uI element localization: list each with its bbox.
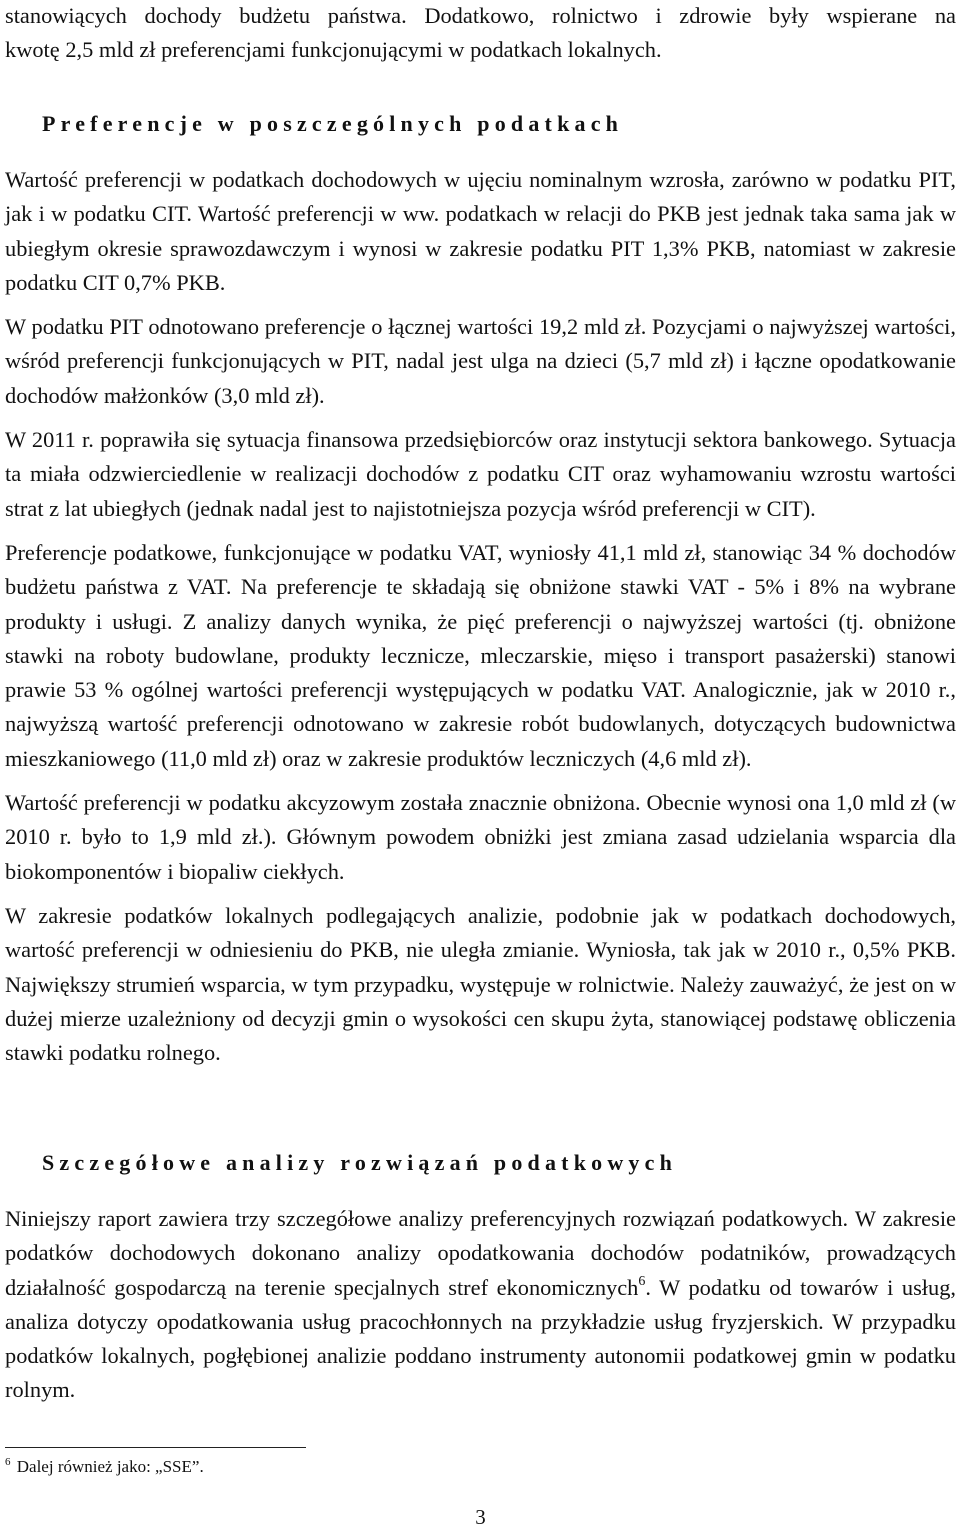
paragraph-intro-line-2: kwotę 2,5 mld zł preferencjami funkcjonującymi w podatkach lokalnych. <box>5 37 662 63</box>
paragraph-intro <box>5 0 956 68</box>
paragraph-intro-line-1: stanowiących dochody budżetu państwa. Dodatkowo, rolnictwo i zdrowie były wspierane na <box>5 3 956 28</box>
footnote-reference: 6 <box>638 1273 646 1289</box>
footnote-number: 6 <box>5 1456 11 1468</box>
footnote <box>5 1454 204 1482</box>
footnote-text: Dalej również jako: „SSE”. <box>16 1457 204 1476</box>
section-heading-detailed-analyses: Szczegółowe analizy rozwiązań podatkowych <box>42 1150 678 1175</box>
section-heading-preferences: Preferencje w poszczególnych podatkach <box>42 111 624 136</box>
paragraph-income-taxes: Wartość preferencji w podatkach dochodowych w ujęciu nominalnym wzrosła, zarówno w podatku PIT, jak i w podatku CIT. Wartość preferencji w ww. podatkach w relacji do PKB jest jednak taka sama jak w ubiegłym okresie sprawozdawczym i wynosi w zakresie podatku PIT 1,3% PKB, natomiast w zakresie podatku CIT 0,7% PKB. <box>5 167 956 295</box>
report-scope-text-a: Niniejszy raport zawiera trzy szczegółowe analizy preferencyjnych rozwiązań podatkowych. W zakresie podatków dochodowych dokonano analizy opodatkowania dochodów podatników, prowadzących działalność gospodarczą na terenie specjalnych stref ekonomicznych <box>5 1206 956 1300</box>
paragraph-local-taxes: W zakresie podatków lokalnych podlegających analizie, podobnie jak w podatkach dochodowych, wartość preferencji w odniesieniu do PKB, nie uległa zmianie. Wyniosła, tak jak w 2010 r., 0,5% PKB. Największy strumień wsparcia, w tym przypadku, występuje w rolnictwie. Należy zauważyć, że jest on w dużej mierze uzależniony od decyzji gmin o wysokości cen skupu żyta, stanowiącej podstawę obliczenia stawki podatku rolnego. <box>5 902 956 1066</box>
paragraph-vat: Preferencje podatkowe, funkcjonujące w podatku VAT, wyniosły 41,1 mld zł, stanowiąc 34 % dochodów budżetu państwa z VAT. Na preferencje te składają się obniżone stawki VAT - 5% i 8% na wybrane produkty i usługi. Z analizy danych wynika, że pięć preferencji o najwyższej wartości (tj. obniżone stawki na roboty budowlane, produkty lecznicze, mleczarskie, mięso i transport pasażerski) stanowi prawie 53 % ogólnej wartości preferencji występujących w podatku VAT. Analogicznie, jak w 2010 r., najwyższą wartość preferencji odnotowano w zakresie robót budowlanych, dotyczących budownictwa mieszkaniowego (11,0 mld zł) oraz w zakresie produktów leczniczych (4,6 mld zł). <box>5 539 956 771</box>
report-scope-text-b: . W podatku od towarów i usług, analiza dotyczy opodatkowania usług pracochłonnych na przykładzie usług fryzjerskich. W przypadku podatków lokalnych, pogłębionej analizie poddano instrumenty autonomii podatkowej gmin w podatku rolnym. <box>5 1274 956 1403</box>
paragraph-pit: W podatku PIT odnotowano preferencje o łącznej wartości 19,2 mld zł. Pozycjami o najwyższej wartości, wśród preferencji funkcjonujących w PIT, nadal jest ulga na dzieci (5,7 mld zł) i łączne opodatkowanie dochodów małżonków (3,0 mld zł). <box>5 314 956 408</box>
page-number: 3 <box>475 1505 486 1529</box>
paragraph-excise: Wartość preferencji w podatku akcyzowym została znacznie obniżona. Obecnie wynosi ona 1,0 mld zł (w 2010 r. było to 1,9 mld zł.). Głównym powodem obniżki jest zmiana zasad udzielania wsparcia dla biokomponentów i biopaliw ciekłych. <box>5 790 956 884</box>
paragraph-report-scope <box>5 1202 956 1408</box>
paragraph-cit: W 2011 r. poprawiła się sytuacja finansowa przedsiębiorców oraz instytucji sektora bankowego. Sytuacja ta miała odzwierciedlenie w realizacji dochodów z podatku CIT oraz wyhamowaniu wzrostu wartości strat z lat ubiegłych (jednak nadal jest to najistotniejsza pozycja wśród preferencji w CIT). <box>5 427 956 521</box>
main-body <box>5 163 956 1070</box>
footnote-divider <box>5 1447 306 1448</box>
